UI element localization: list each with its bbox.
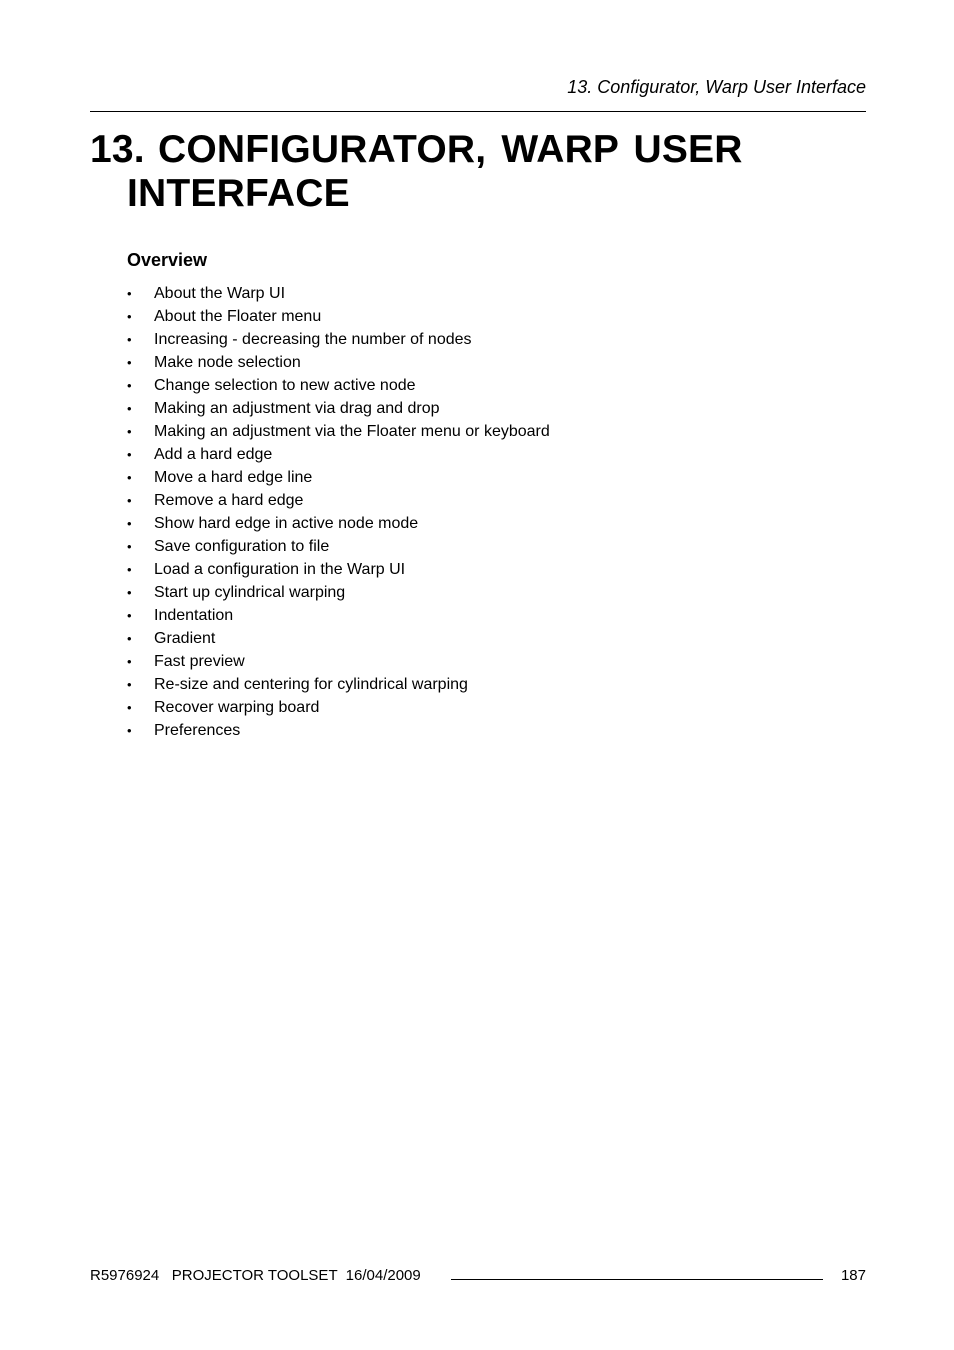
bullet: •	[127, 286, 132, 301]
footer-divider	[451, 1279, 823, 1280]
footer-document-info: R5976924 PROJECTOR TOOLSET 16/04/2009	[90, 1267, 421, 1284]
chapter-title	[90, 128, 866, 216]
list-item-text: Making an adjustment via drag and drop	[154, 400, 440, 417]
overview-heading: Overview	[127, 250, 208, 270]
bullet: •	[127, 401, 132, 416]
list-item-text: Fast preview	[154, 653, 245, 670]
bullet: •	[127, 562, 132, 577]
page-footer	[90, 1265, 866, 1287]
bullet: •	[127, 447, 132, 462]
list-item-text: Recover warping board	[154, 699, 320, 716]
bullet: •	[127, 424, 132, 439]
bullet: •	[127, 332, 132, 347]
header-divider	[90, 111, 866, 112]
list-item-text: Preferences	[154, 722, 241, 739]
bullet: •	[127, 493, 132, 508]
bullet: •	[127, 654, 132, 669]
bullet: •	[127, 631, 132, 646]
chapter-title-line1: CONFIGURATOR, WARP USER	[158, 128, 743, 171]
bullet: •	[127, 723, 132, 738]
page-number: 187	[840, 1267, 866, 1284]
bullet: •	[127, 470, 132, 485]
list-item-text: Indentation	[154, 607, 234, 624]
list-item-text: Start up cylindrical warping	[154, 584, 346, 601]
bullet: •	[127, 355, 132, 370]
bullet: •	[127, 309, 132, 324]
list-item-text: Making an adjustment via the Floater menu or keyboard	[154, 423, 550, 440]
bullet: •	[127, 516, 132, 531]
running-header: 13. Configurator, Warp User Interface	[567, 77, 866, 97]
list-item-text: Save configuration to file	[154, 538, 330, 555]
list-item-text: Change selection to new active node	[154, 377, 416, 394]
bullet: •	[127, 677, 132, 692]
bullet: •	[127, 539, 132, 554]
chapter-title-line2: INTERFACE	[127, 172, 350, 215]
list-item-text: Move a hard edge line	[154, 469, 313, 486]
bullet: •	[127, 585, 132, 600]
bullet: •	[127, 378, 132, 393]
list-item-text: Re-size and centering for cylindrical warping	[154, 676, 468, 693]
list-item-text: Load a configuration in the Warp UI	[154, 561, 406, 578]
list-item-text: Add a hard edge	[154, 446, 273, 463]
list-item-text: Remove a hard edge	[154, 492, 304, 509]
chapter-number: 13.	[90, 128, 145, 171]
list-item-text: About the Floater menu	[154, 308, 322, 325]
list-item-text: Show hard edge in active node mode	[154, 515, 419, 532]
list-item-text: About the Warp UI	[154, 285, 286, 302]
list-item-text: Make node selection	[154, 354, 301, 371]
bullet: •	[127, 700, 132, 715]
list-item-text: Increasing - decreasing the number of nodes	[154, 331, 472, 348]
list-item-text: Gradient	[154, 630, 216, 647]
bullet: •	[127, 608, 132, 623]
